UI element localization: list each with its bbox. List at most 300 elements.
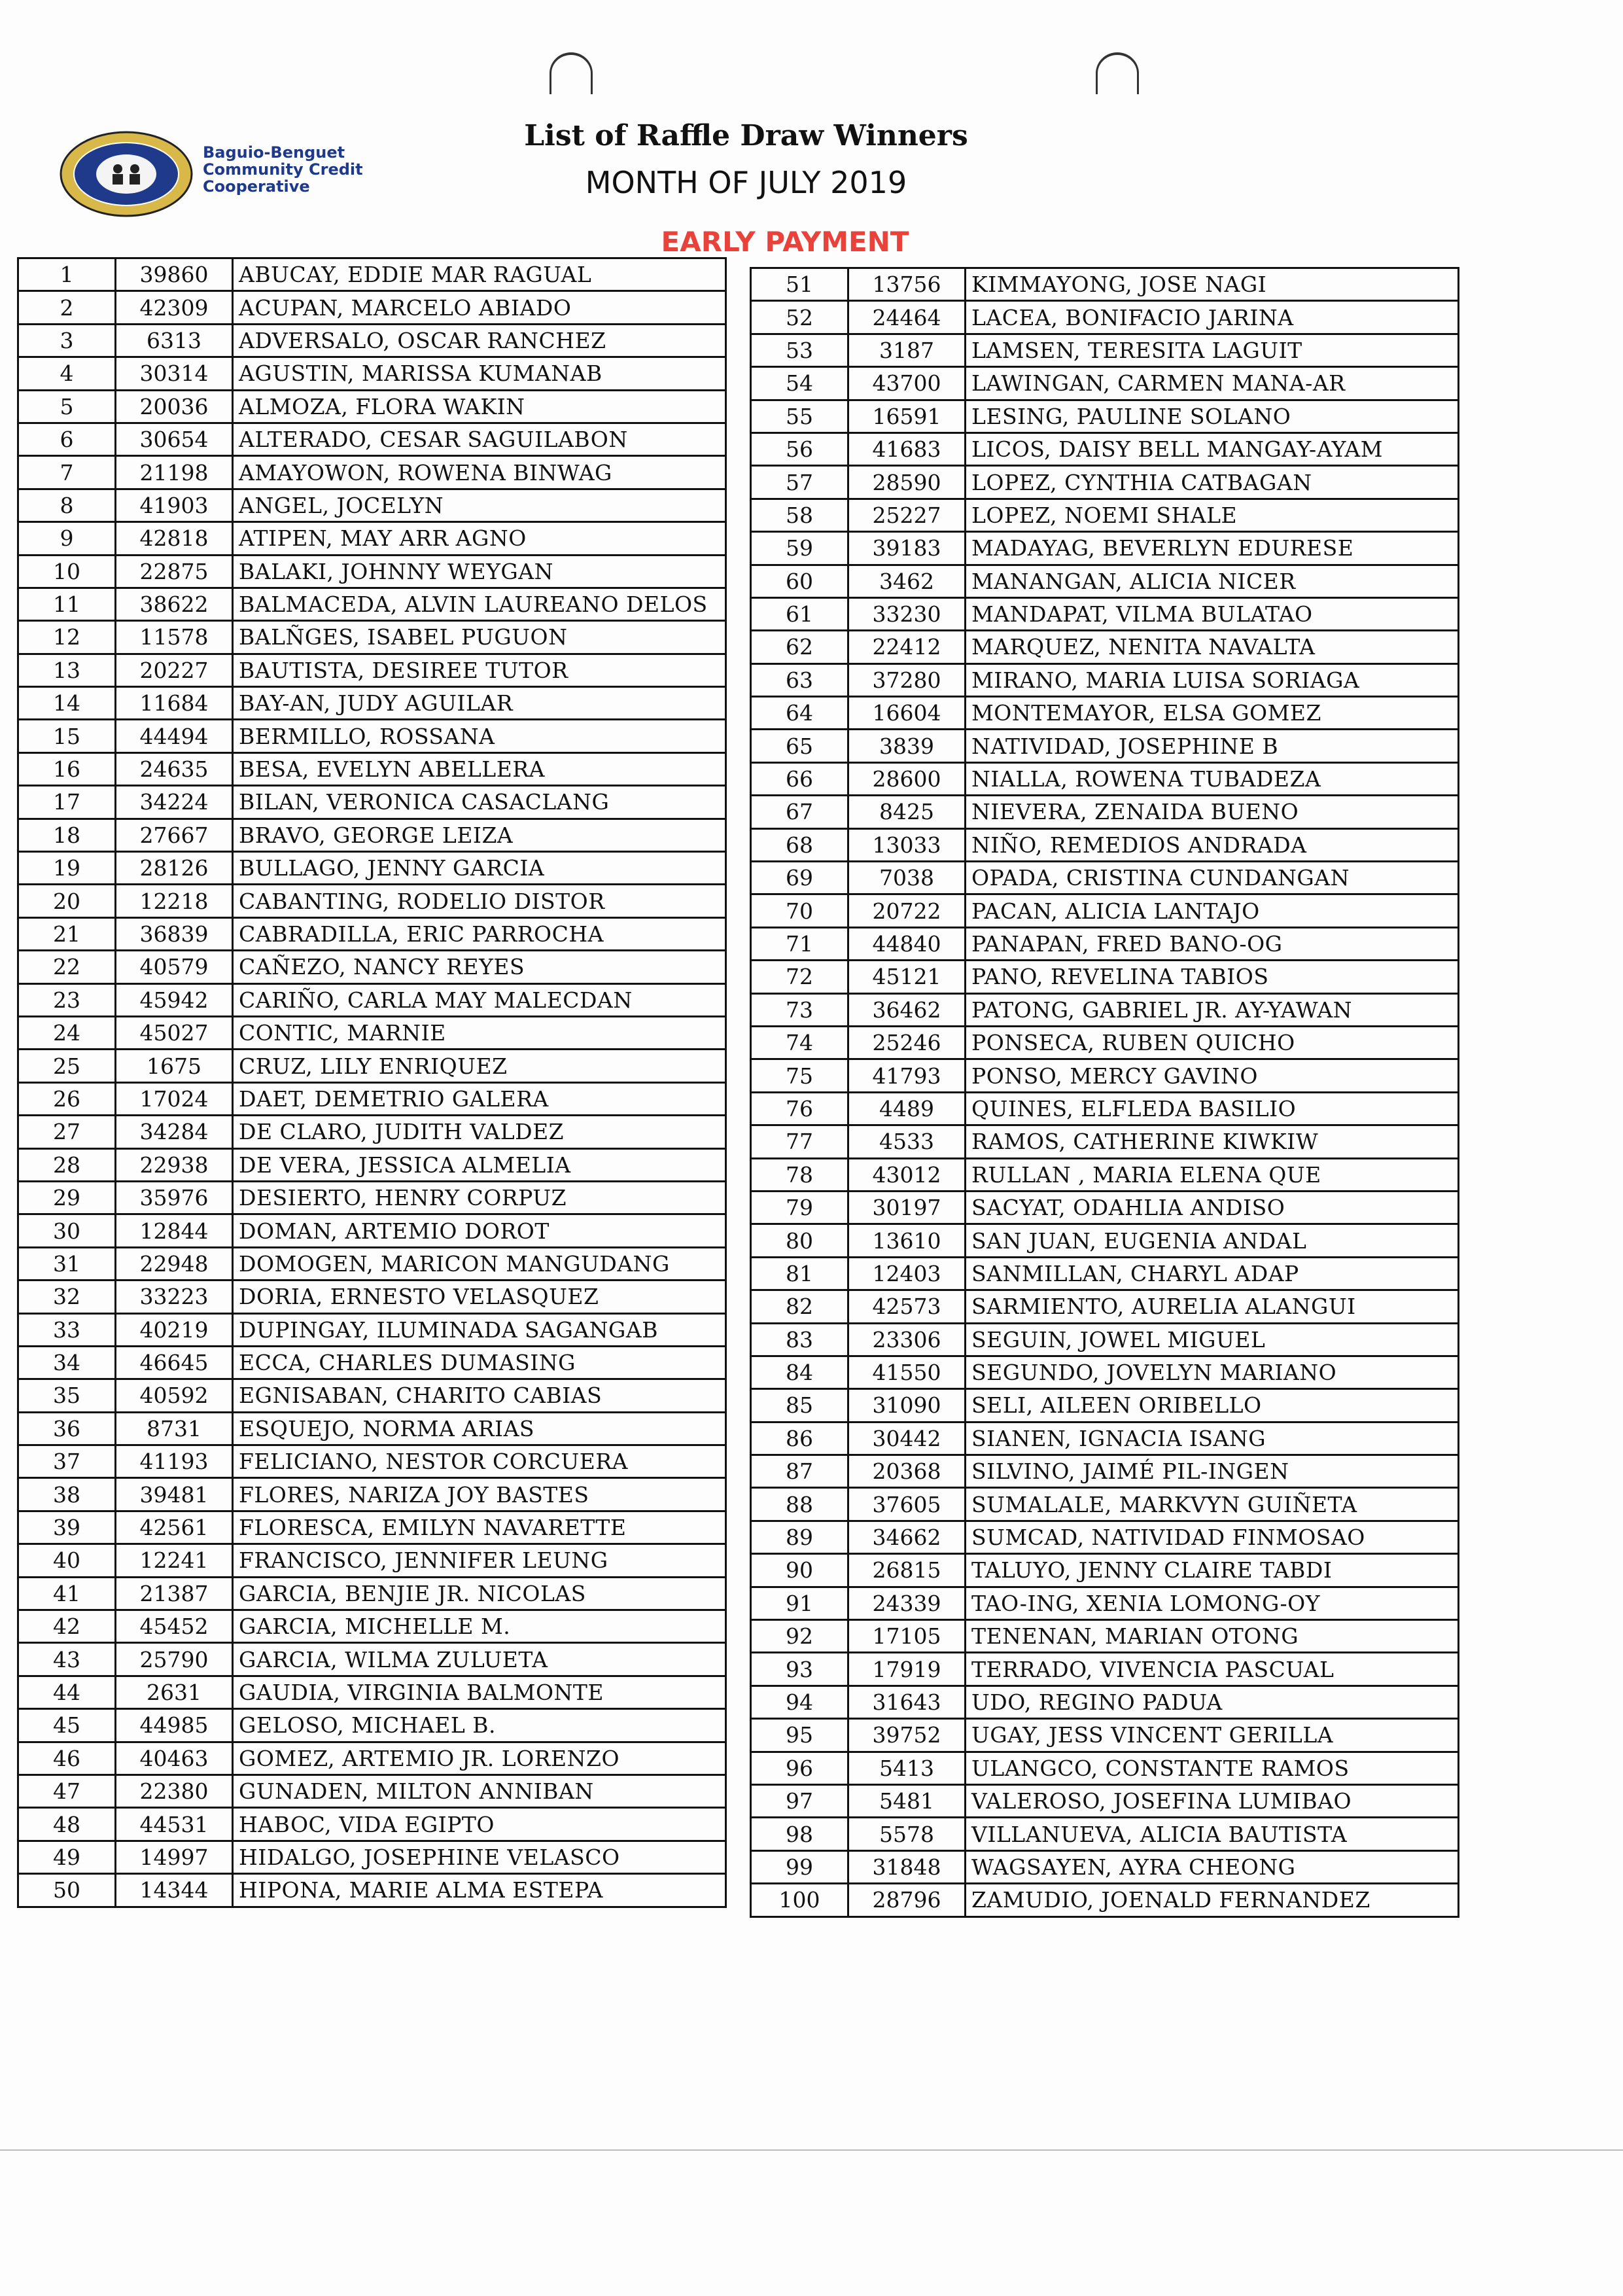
row-number: 22: [18, 951, 116, 983]
member-id: 11684: [116, 687, 233, 720]
member-id: 33223: [116, 1280, 233, 1313]
member-id: 17919: [848, 1653, 966, 1686]
member-name: BAUTISTA, DESIREE TUTOR: [233, 654, 726, 686]
member-id: 25227: [848, 499, 966, 531]
member-id: 39860: [116, 258, 233, 291]
row-number: 44: [18, 1676, 116, 1708]
row-number: 71: [751, 927, 848, 960]
member-id: 21198: [116, 456, 233, 489]
member-id: 23306: [848, 1323, 966, 1356]
member-name: ADVERSALO, OSCAR RANCHEZ: [233, 324, 726, 357]
member-id: 24635: [116, 752, 233, 785]
member-name: UDO, REGINO PADUA: [966, 1686, 1459, 1718]
member-name: ATIPEN, MAY ARR AGNO: [233, 522, 726, 555]
row-number: 82: [751, 1290, 848, 1323]
row-number: 46: [18, 1742, 116, 1775]
member-name: SACYAT, ODAHLIA ANDISO: [966, 1191, 1459, 1224]
row-number: 40: [18, 1544, 116, 1577]
member-id: 30197: [848, 1191, 966, 1224]
org-line-1: Baguio-Benguet: [203, 143, 345, 162]
table-row: [18, 291, 726, 324]
row-number: 33: [18, 1313, 116, 1346]
table-row: [751, 1092, 1459, 1125]
row-number: 68: [751, 828, 848, 861]
member-id: 46645: [116, 1346, 233, 1379]
row-number: 80: [751, 1224, 848, 1257]
table-row: [751, 663, 1459, 696]
member-id: 34662: [848, 1521, 966, 1553]
member-name: SIANEN, IGNACIA ISANG: [966, 1422, 1459, 1455]
member-id: 30654: [116, 423, 233, 455]
row-number: 61: [751, 597, 848, 630]
table-row: [751, 1850, 1459, 1883]
row-number: 30: [18, 1214, 116, 1247]
member-name: RULLAN , MARIA ELENA QUE: [966, 1158, 1459, 1191]
row-number: 50: [18, 1874, 116, 1907]
table-row: [751, 1620, 1459, 1653]
member-name: LACEA, BONIFACIO JARINA: [966, 301, 1459, 334]
row-number: 77: [751, 1125, 848, 1158]
member-id: 20722: [848, 894, 966, 927]
member-id: 13033: [848, 828, 966, 861]
row-number: 99: [751, 1850, 848, 1883]
table-row: [18, 720, 726, 752]
table-row: [751, 1554, 1459, 1587]
org-line-3: Cooperative: [203, 177, 310, 196]
row-number: 91: [751, 1587, 848, 1619]
member-name: OPADA, CRISTINA CUNDANGAN: [966, 862, 1459, 894]
member-id: 37605: [848, 1488, 966, 1521]
table-row: [18, 1181, 726, 1214]
table-row: [18, 852, 726, 885]
row-number: 24: [18, 1016, 116, 1049]
member-name: CAÑEZO, NANCY REYES: [233, 951, 726, 983]
table-row: [18, 819, 726, 851]
member-name: SUMCAD, NATIVIDAD FINMOSAO: [966, 1521, 1459, 1553]
member-id: 43012: [848, 1158, 966, 1191]
table-row: [751, 499, 1459, 531]
member-name: MANDAPAT, VILMA BULATAO: [966, 597, 1459, 630]
table-row: [751, 1026, 1459, 1059]
member-name: QUINES, ELFLEDA BASILIO: [966, 1092, 1459, 1125]
row-number: 8: [18, 489, 116, 521]
member-name: BERMILLO, ROSSANA: [233, 720, 726, 752]
row-number: 57: [751, 466, 848, 499]
member-id: 14344: [116, 1874, 233, 1907]
row-number: 59: [751, 532, 848, 565]
member-id: 16591: [848, 400, 966, 433]
table-row: [751, 894, 1459, 927]
row-number: 69: [751, 862, 848, 894]
table-row: [18, 1214, 726, 1247]
table-row: [18, 1577, 726, 1610]
member-name: KIMMAYONG, JOSE NAGI: [966, 268, 1459, 301]
member-name: EGNISABAN, CHARITO CABIAS: [233, 1379, 726, 1412]
member-name: FELICIANO, NESTOR CORCUERA: [233, 1445, 726, 1478]
table-row: [751, 1884, 1459, 1916]
member-id: 24464: [848, 301, 966, 334]
member-id: 8731: [116, 1412, 233, 1445]
member-id: 14997: [116, 1841, 233, 1873]
row-number: 54: [751, 367, 848, 400]
row-number: 86: [751, 1422, 848, 1455]
member-name: LESING, PAULINE SOLANO: [966, 400, 1459, 433]
row-number: 27: [18, 1116, 116, 1148]
member-id: 8425: [848, 796, 966, 828]
member-id: 44531: [116, 1808, 233, 1841]
member-id: 7038: [848, 862, 966, 894]
table-row: [18, 1808, 726, 1841]
member-id: 41550: [848, 1356, 966, 1388]
row-number: 12: [18, 621, 116, 654]
member-name: UGAY, JESS VINCENT GERILLA: [966, 1719, 1459, 1752]
row-number: 53: [751, 334, 848, 366]
member-name: SELI, AILEEN ORIBELLO: [966, 1389, 1459, 1422]
member-id: 4489: [848, 1092, 966, 1125]
member-name: GOMEZ, ARTEMIO JR. LORENZO: [233, 1742, 726, 1775]
member-id: 28600: [848, 762, 966, 795]
winners-table-left: [17, 257, 727, 1908]
row-number: 48: [18, 1808, 116, 1841]
member-id: 41683: [848, 433, 966, 465]
table-row: [18, 489, 726, 521]
member-name: BESA, EVELYN ABELLERA: [233, 752, 726, 785]
table-row: [751, 862, 1459, 894]
member-id: 45942: [116, 983, 233, 1016]
member-name: TENENAN, MARIAN OTONG: [966, 1620, 1459, 1653]
punch-hole-right: [1096, 52, 1139, 94]
table-row: [18, 1544, 726, 1577]
row-number: 100: [751, 1884, 848, 1916]
member-id: 36839: [116, 917, 233, 950]
category-label: EARLY PAYMENT: [661, 226, 909, 258]
table-row: [751, 1389, 1459, 1422]
table-row: [751, 927, 1459, 960]
table-row: [751, 730, 1459, 762]
member-id: 43700: [848, 367, 966, 400]
member-id: 40592: [116, 1379, 233, 1412]
row-number: 31: [18, 1247, 116, 1280]
row-number: 63: [751, 663, 848, 696]
member-id: 17024: [116, 1082, 233, 1115]
table-row: [751, 1752, 1459, 1784]
member-name: RAMOS, CATHERINE KIWKIW: [966, 1125, 1459, 1158]
document-subtitle: MONTH OF JULY 2019: [585, 165, 907, 200]
table-row: [751, 1784, 1459, 1817]
row-number: 43: [18, 1643, 116, 1676]
member-name: AMAYOWON, ROWENA BINWAG: [233, 456, 726, 489]
table-row: [18, 983, 726, 1016]
table-row: [751, 1356, 1459, 1388]
table-row: [751, 1422, 1459, 1455]
row-number: 88: [751, 1488, 848, 1521]
table-row: [751, 301, 1459, 334]
member-id: 22938: [116, 1148, 233, 1181]
member-id: 28796: [848, 1884, 966, 1916]
table-row: [18, 1643, 726, 1676]
member-name: NATIVIDAD, JOSEPHINE B: [966, 730, 1459, 762]
member-name: SARMIENTO, AURELIA ALANGUI: [966, 1290, 1459, 1323]
member-id: 30314: [116, 357, 233, 390]
member-name: PATONG, GABRIEL JR. AY-YAWAN: [966, 993, 1459, 1026]
row-number: 39: [18, 1511, 116, 1544]
document-title: List of Raffle Draw Winners: [524, 119, 968, 152]
table-row: [18, 917, 726, 950]
member-id: 1675: [116, 1050, 233, 1082]
member-id: 31643: [848, 1686, 966, 1718]
row-number: 84: [751, 1356, 848, 1388]
member-name: HIDALGO, JOSEPHINE VELASCO: [233, 1841, 726, 1873]
member-id: 6313: [116, 324, 233, 357]
table-row: [18, 1050, 726, 1082]
member-name: AGUSTIN, MARISSA KUMANAB: [233, 357, 726, 390]
row-number: 64: [751, 697, 848, 730]
table-row: [18, 1709, 726, 1742]
member-name: LOPEZ, NOEMI SHALE: [966, 499, 1459, 531]
table-row: [751, 1224, 1459, 1257]
member-id: 34284: [116, 1116, 233, 1148]
member-id: 26815: [848, 1554, 966, 1587]
table-row: [18, 885, 726, 917]
row-number: 34: [18, 1346, 116, 1379]
member-id: 2631: [116, 1676, 233, 1708]
member-id: 44494: [116, 720, 233, 752]
row-number: 7: [18, 456, 116, 489]
member-id: 40579: [116, 951, 233, 983]
member-id: 41193: [116, 1445, 233, 1478]
member-id: 12218: [116, 885, 233, 917]
member-name: BILAN, VERONICA CASACLANG: [233, 786, 726, 819]
member-id: 22948: [116, 1247, 233, 1280]
row-number: 51: [751, 268, 848, 301]
member-name: LAWINGAN, CARMEN MANA-AR: [966, 367, 1459, 400]
member-id: 39481: [116, 1478, 233, 1511]
member-name: DORIA, ERNESTO VELASQUEZ: [233, 1280, 726, 1313]
member-name: LOPEZ, CYNTHIA CATBAGAN: [966, 466, 1459, 499]
member-name: ABUCAY, EDDIE MAR RAGUAL: [233, 258, 726, 291]
member-id: 3187: [848, 334, 966, 366]
member-name: TAO-ING, XENIA LOMONG-OY: [966, 1587, 1459, 1619]
org-line-2: Community Credit: [203, 160, 363, 179]
table-row: [18, 423, 726, 455]
member-id: 30442: [848, 1422, 966, 1455]
table-row: [18, 1116, 726, 1148]
table-row: [751, 268, 1459, 301]
row-number: 55: [751, 400, 848, 433]
member-name: DOMOGEN, MARICON MANGUDANG: [233, 1247, 726, 1280]
member-id: 34224: [116, 786, 233, 819]
member-id: 3839: [848, 730, 966, 762]
table-row: [18, 456, 726, 489]
member-name: TALUYO, JENNY CLAIRE TABDI: [966, 1554, 1459, 1587]
table-row: [18, 555, 726, 588]
table-row: [751, 993, 1459, 1026]
member-name: DESIERTO, HENRY CORPUZ: [233, 1181, 726, 1214]
table-row: [751, 1323, 1459, 1356]
member-name: SAN JUAN, EUGENIA ANDAL: [966, 1224, 1459, 1257]
row-number: 41: [18, 1577, 116, 1610]
member-name: DE CLARO, JUDITH VALDEZ: [233, 1116, 726, 1148]
table-row: [751, 1521, 1459, 1553]
table-row: [18, 1874, 726, 1907]
row-number: 6: [18, 423, 116, 455]
table-row: [751, 697, 1459, 730]
table-row: [751, 1290, 1459, 1323]
member-name: GELOSO, MICHAEL B.: [233, 1709, 726, 1742]
row-number: 94: [751, 1686, 848, 1718]
row-number: 98: [751, 1818, 848, 1850]
member-name: TERRADO, VIVENCIA PASCUAL: [966, 1653, 1459, 1686]
table-row: [18, 1412, 726, 1445]
member-id: 39752: [848, 1719, 966, 1752]
row-number: 97: [751, 1784, 848, 1817]
member-id: 27667: [116, 819, 233, 851]
member-id: 5413: [848, 1752, 966, 1784]
row-number: 37: [18, 1445, 116, 1478]
table-row: [751, 1818, 1459, 1850]
member-name: PONSECA, RUBEN QUICHO: [966, 1026, 1459, 1059]
member-name: PANAPAN, FRED BANO-OG: [966, 927, 1459, 960]
row-number: 95: [751, 1719, 848, 1752]
member-id: 31090: [848, 1389, 966, 1422]
member-name: CABANTING, RODELIO DISTOR: [233, 885, 726, 917]
member-id: 13610: [848, 1224, 966, 1257]
row-number: 35: [18, 1379, 116, 1412]
row-number: 19: [18, 852, 116, 885]
member-name: SANMILLAN, CHARYL ADAP: [966, 1257, 1459, 1290]
member-id: 45027: [116, 1016, 233, 1049]
member-name: GAUDIA, VIRGINIA BALMONTE: [233, 1676, 726, 1708]
row-number: 26: [18, 1082, 116, 1115]
member-name: ANGEL, JOCELYN: [233, 489, 726, 521]
member-name: PACAN, ALICIA LANTAJO: [966, 894, 1459, 927]
row-number: 21: [18, 917, 116, 950]
table-row: [751, 565, 1459, 597]
member-name: ZAMUDIO, JOENALD FERNANDEZ: [966, 1884, 1459, 1916]
row-number: 23: [18, 983, 116, 1016]
table-row: [18, 1247, 726, 1280]
member-id: 24339: [848, 1587, 966, 1619]
table-row: [18, 1676, 726, 1708]
row-number: 81: [751, 1257, 848, 1290]
member-id: 42818: [116, 522, 233, 555]
member-id: 13756: [848, 268, 966, 301]
member-id: 22875: [116, 555, 233, 588]
table-row: [18, 1511, 726, 1544]
row-number: 10: [18, 555, 116, 588]
member-name: GARCIA, BENJIE JR. NICOLAS: [233, 1577, 726, 1610]
table-row: [18, 588, 726, 620]
member-id: 21387: [116, 1577, 233, 1610]
table-row: [18, 1082, 726, 1115]
member-name: HABOC, VIDA EGIPTO: [233, 1808, 726, 1841]
table-row: [18, 786, 726, 819]
table-row: [751, 466, 1459, 499]
row-number: 42: [18, 1610, 116, 1643]
table-row: [18, 1610, 726, 1643]
member-id: 37280: [848, 663, 966, 696]
row-number: 2: [18, 291, 116, 324]
member-id: 40219: [116, 1313, 233, 1346]
row-number: 89: [751, 1521, 848, 1553]
table-row: [751, 762, 1459, 795]
table-row: [751, 1488, 1459, 1521]
member-id: 20036: [116, 390, 233, 423]
table-row: [18, 752, 726, 785]
table-row: [751, 1653, 1459, 1686]
table-row: [751, 532, 1459, 565]
row-number: 66: [751, 762, 848, 795]
table-row: [18, 390, 726, 423]
member-name: FLORESCA, EMILYN NAVARETTE: [233, 1511, 726, 1544]
member-name: VILLANUEVA, ALICIA BAUTISTA: [966, 1818, 1459, 1850]
member-name: NIEVERA, ZENAIDA BUENO: [966, 796, 1459, 828]
row-number: 93: [751, 1653, 848, 1686]
member-id: 33230: [848, 597, 966, 630]
member-name: CRUZ, LILY ENRIQUEZ: [233, 1050, 726, 1082]
member-id: 25790: [116, 1643, 233, 1676]
table-row: [18, 1445, 726, 1478]
member-name: DE VERA, JESSICA ALMELIA: [233, 1148, 726, 1181]
table-row: [18, 258, 726, 291]
row-number: 85: [751, 1389, 848, 1422]
member-id: 3462: [848, 565, 966, 597]
member-name: VALEROSO, JOSEFINA LUMIBAO: [966, 1784, 1459, 1817]
member-name: DOMAN, ARTEMIO DOROT: [233, 1214, 726, 1247]
member-name: HIPONA, MARIE ALMA ESTEPA: [233, 1874, 726, 1907]
table-row: [18, 1379, 726, 1412]
table-row: [751, 334, 1459, 366]
member-name: BAY-AN, JUDY AGUILAR: [233, 687, 726, 720]
row-number: 13: [18, 654, 116, 686]
row-number: 90: [751, 1554, 848, 1587]
member-name: BULLAGO, JENNY GARCIA: [233, 852, 726, 885]
member-id: 36462: [848, 993, 966, 1026]
member-id: 20368: [848, 1455, 966, 1488]
member-name: FRANCISCO, JENNIFER LEUNG: [233, 1544, 726, 1577]
member-id: 22380: [116, 1775, 233, 1807]
member-name: MADAYAG, BEVERLYN EDURESE: [966, 532, 1459, 565]
row-number: 38: [18, 1478, 116, 1511]
row-number: 14: [18, 687, 116, 720]
table-row: [751, 1719, 1459, 1752]
member-id: 31848: [848, 1850, 966, 1883]
member-name: BALÑGES, ISABEL PUGUON: [233, 621, 726, 654]
row-number: 17: [18, 786, 116, 819]
row-number: 62: [751, 631, 848, 663]
row-number: 3: [18, 324, 116, 357]
member-id: 42573: [848, 1290, 966, 1323]
row-number: 15: [18, 720, 116, 752]
member-name: CABRADILLA, ERIC PARROCHA: [233, 917, 726, 950]
table-row: [18, 522, 726, 555]
member-name: PANO, REVELINA TABIOS: [966, 961, 1459, 993]
member-name: BALAKI, JOHNNY WEYGAN: [233, 555, 726, 588]
table-row: [751, 631, 1459, 663]
member-name: ECCA, CHARLES DUMASING: [233, 1346, 726, 1379]
table-row: [751, 400, 1459, 433]
member-id: 39183: [848, 532, 966, 565]
row-number: 29: [18, 1181, 116, 1214]
row-number: 4: [18, 357, 116, 390]
member-id: 4533: [848, 1125, 966, 1158]
member-name: NIALLA, ROWENA TUBADEZA: [966, 762, 1459, 795]
winners-table-right: [750, 267, 1459, 1918]
row-number: 79: [751, 1191, 848, 1224]
member-id: 45121: [848, 961, 966, 993]
row-number: 70: [751, 894, 848, 927]
row-number: 78: [751, 1158, 848, 1191]
